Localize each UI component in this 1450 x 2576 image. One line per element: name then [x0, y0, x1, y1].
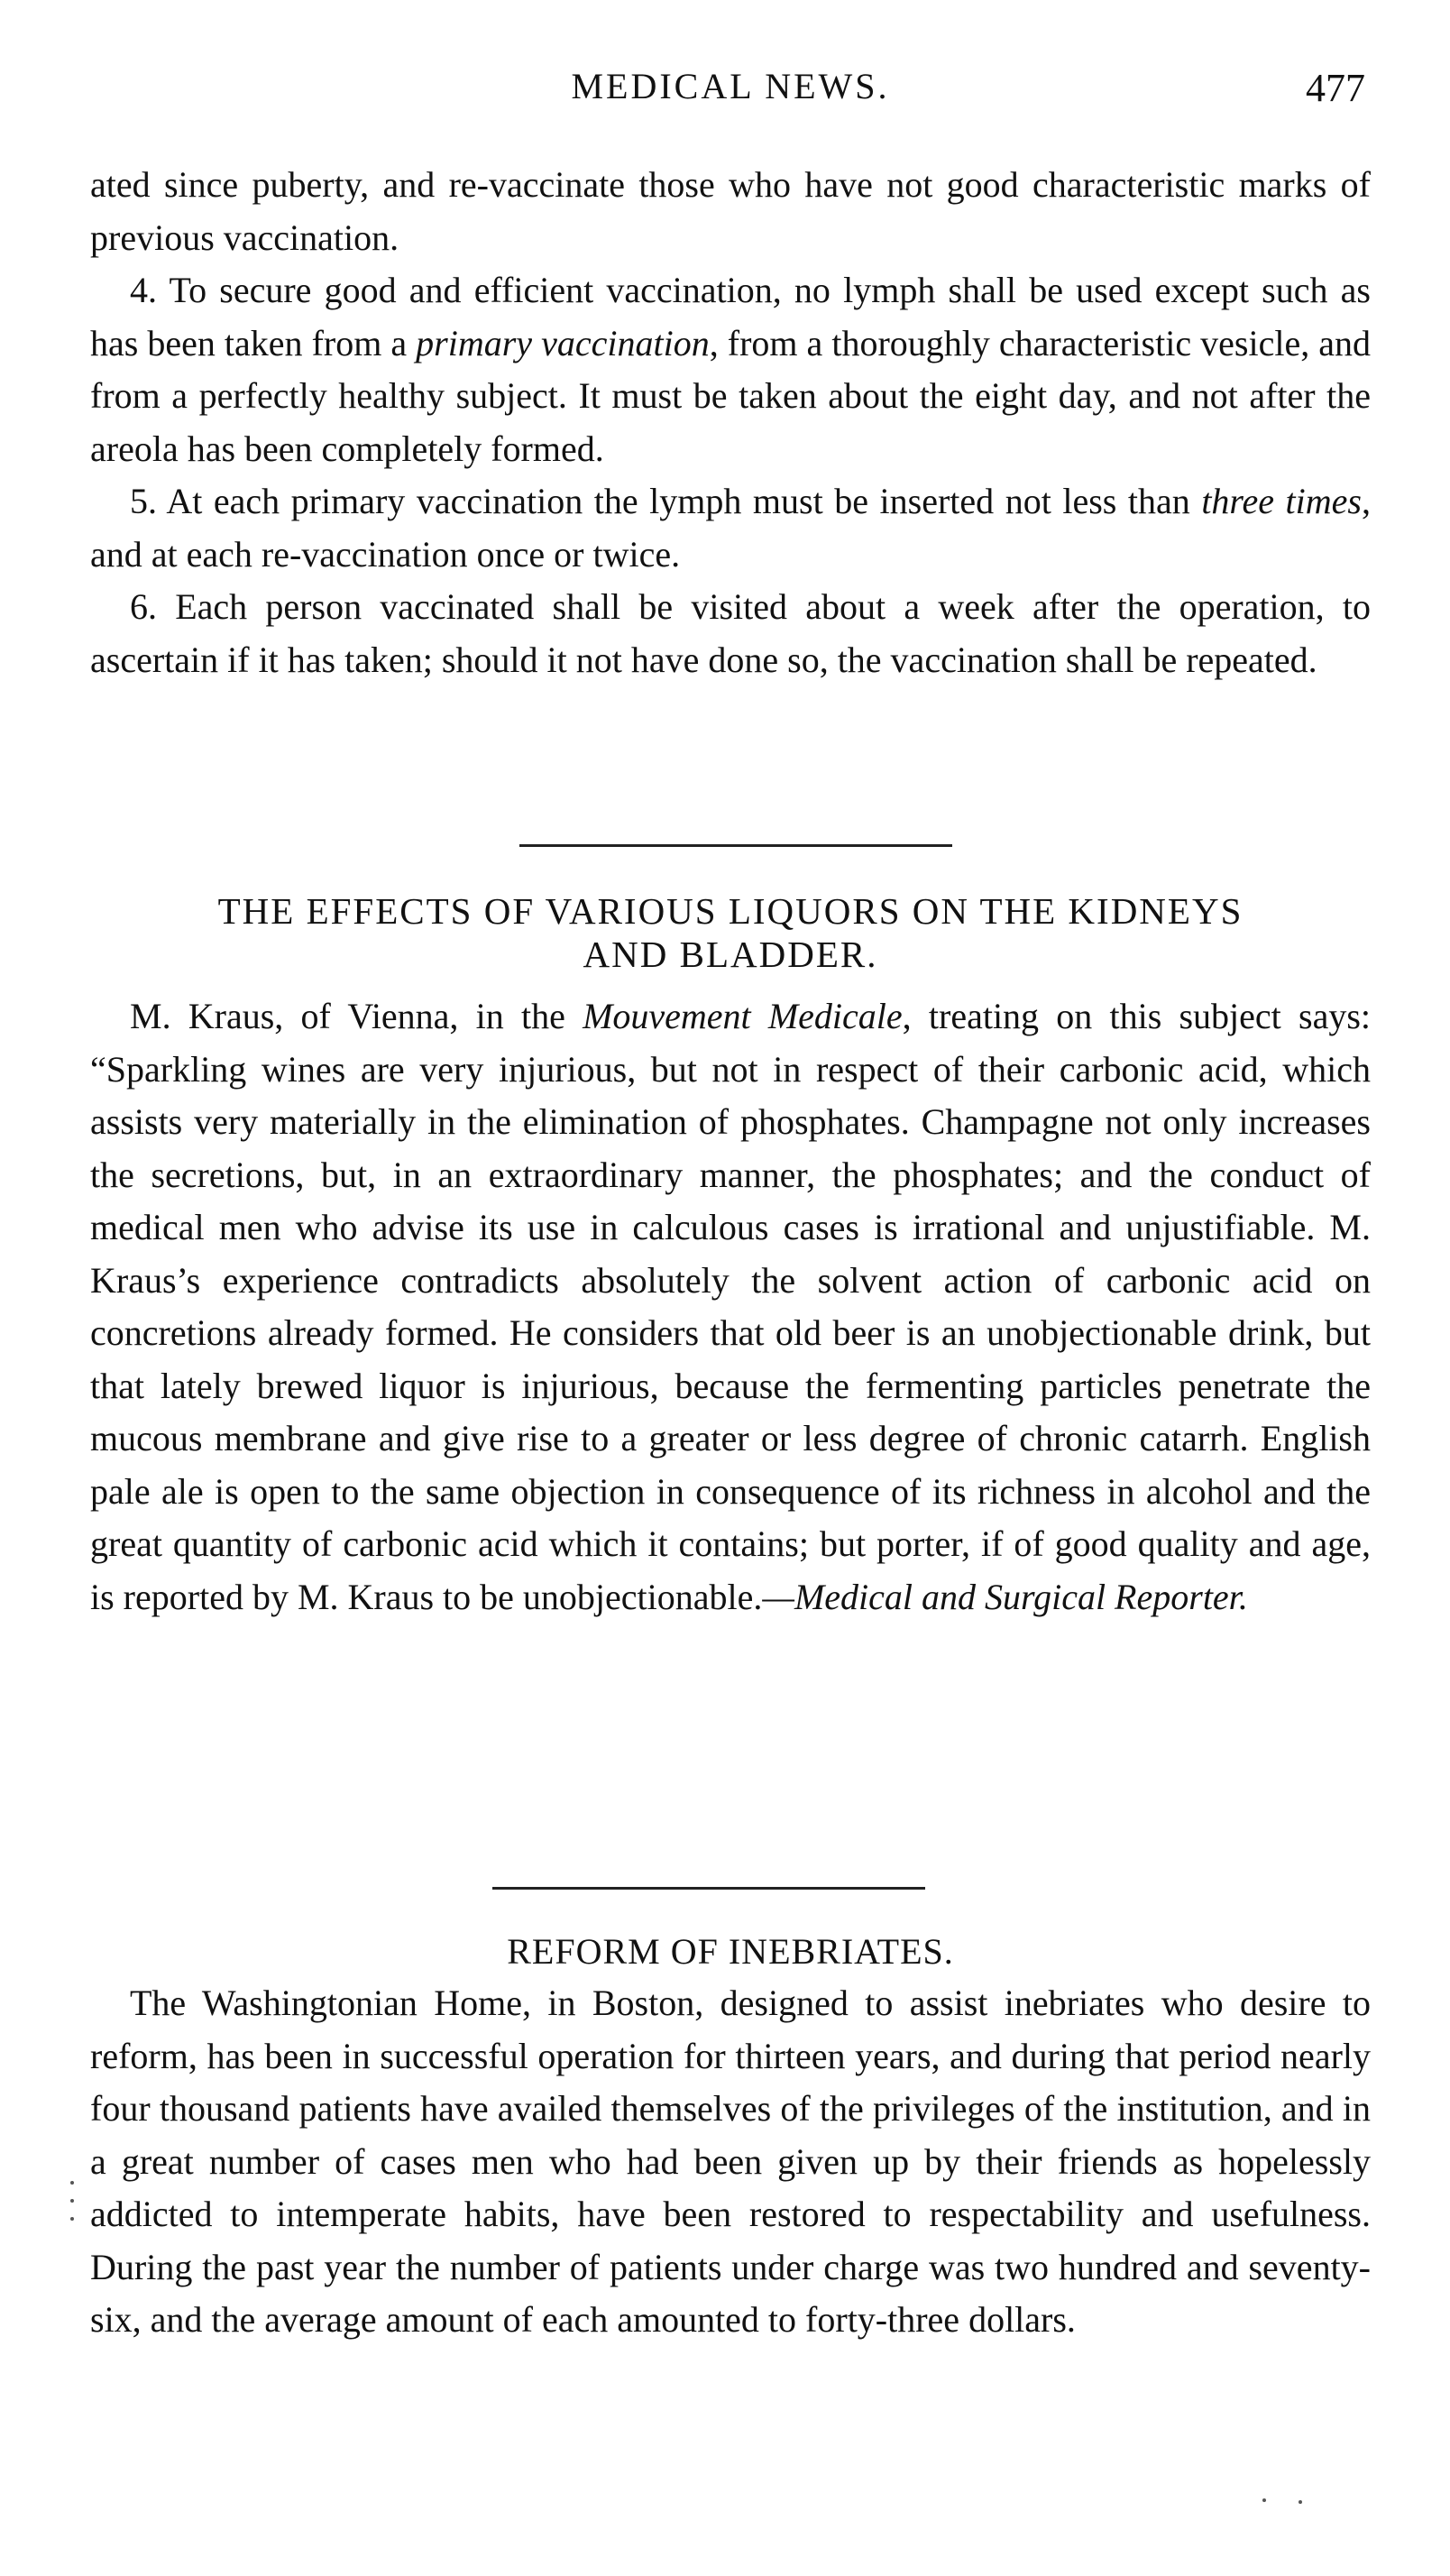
- rule-5-text-end: , and at each re-vaccination once or twice.: [90, 481, 1371, 575]
- running-title: MEDICAL NEWS.: [571, 66, 890, 106]
- inebriates-paragraph: The Washingtonian Home, in Boston, designed to assist inebriates who desire to reform, has been in successful operation for thirteen years, and during that period nearly four thousand patients have availed themselves of the privileges of the institution, and in a great number of cases men who had been given up by their friends as hopelessly addicted to intemperate habits, have been restored to respectability and usefulness. During the past year the number of patients under charge was two hundred and seventy-six, and the average amount of each amounted to forty-three dollars.: [90, 1983, 1371, 2340]
- print-speck: [70, 2181, 74, 2185]
- rule-4-emphasis: primary vaccination: [416, 322, 710, 363]
- rule-4-text: 4. To secure good and efficient vaccination, no lymph shall be used except such as has been taken from a: [90, 270, 1371, 363]
- rule-5-emphasis: three times: [1201, 481, 1362, 521]
- section-title-line: AND BLADDER.: [583, 934, 878, 975]
- journal-name: Mouvement Medicale: [583, 996, 903, 1036]
- liquors-paragraph: [90, 990, 1371, 1624]
- page-number: 477: [1306, 66, 1365, 110]
- liquors-article: [90, 990, 1371, 1624]
- rule-5-text: 5. At each primary vaccination the lymph must be inserted not less than: [130, 481, 1202, 521]
- article-body: , treating on this subject says: “Sparkling wines are very injurious, but not in respect of their carbonic acid, which assists very materially in the elimination of phosphates. Champagne not only increases the secretions, but, in an extraordinary manner, the phosphates; and the conduct of medical men who advise its use in calculous cases is irrational and unjustifiable. M. Kraus’s experience contradicts absolutely the solvent action of carbonic acid on concretions already formed. He considers that old beer is an unobjectionable drink, but that lately brewed liquor is injurious, because the fermenting particles penetrate the mucous membrane and give rise to a greater or less degree of chronic catarrh. English pale ale is open to the same objection in consequence of its richness in alcohol and the great quantity of carbonic acid which it contains; but porter, if of good quality and age, is reported by M. Kraus to be unobjectionable.: [90, 996, 1372, 1617]
- paragraph-continued: ated since puberty, and re-vaccinate those who have not good characteristic marks of previous vaccination.: [90, 164, 1371, 258]
- section-title-line: THE EFFECTS OF VARIOUS LIQUORS ON THE KIDNEYS: [217, 890, 1244, 932]
- article-lead: M. Kraus, of Vienna, in the: [130, 996, 583, 1036]
- vaccination-rules-continued: [90, 159, 1371, 686]
- rule-4: [90, 264, 1371, 475]
- print-speck: [70, 2199, 74, 2203]
- section-divider: [519, 844, 952, 847]
- rule-4-text-end: , from a thoroughly characteristic vesicle, and from a perfectly healthy subject. It must be taken about the eight day, and not after the areola has been completely formed.: [90, 322, 1371, 469]
- print-speck: [1262, 2498, 1266, 2502]
- section-title-inebriates: REFORM OF INEBRIATES.: [507, 1931, 954, 1972]
- section-title-liquors: [90, 889, 1371, 976]
- page-header: [90, 65, 1371, 119]
- rule-5: [90, 475, 1371, 581]
- rule-6: 6. Each person vaccinated shall be visited about a week after the operation, to ascertain if it has taken; should it not have done so, the vaccination shall be repeated.: [90, 586, 1371, 680]
- source-citation: —Medical and Surgical Reporter.: [762, 1576, 1248, 1617]
- section-divider: [492, 1887, 925, 1890]
- print-speck: [70, 2217, 74, 2221]
- inebriates-article: [90, 1977, 1371, 2347]
- print-speck: [1299, 2500, 1302, 2504]
